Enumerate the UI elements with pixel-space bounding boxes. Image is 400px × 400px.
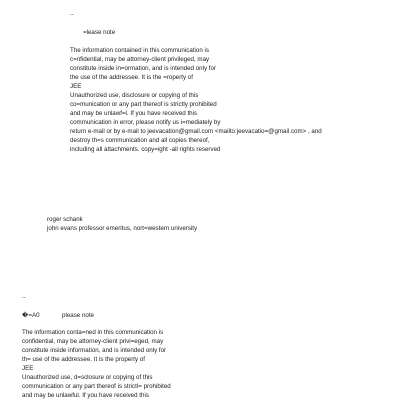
notice-line: th= use of the addressee. It is the property of <box>22 356 145 363</box>
signature-title: john evans professor emeritus, nort=western university <box>47 225 198 232</box>
notice-line: communication in error, please notify us i=mediately by <box>70 119 221 126</box>
notice-line: including all attachments. copy=ight -all rights reserved <box>70 146 221 153</box>
top-separator: -- <box>70 12 74 18</box>
notice-line: The information conta=ned in this communication is <box>22 329 164 336</box>
notice-heading-prefix: �=A0 <box>22 312 40 319</box>
notice-line: JEE <box>22 365 34 372</box>
bottom-separator: -- <box>22 295 26 301</box>
notice-line: The information contained in this communication is <box>70 47 209 54</box>
notice-line: and may be unlawful. If you have received this <box>22 392 149 399</box>
notice-line: JEE <box>70 83 82 90</box>
notice-line: Unauthorized use, d=sclosure or copying of this <box>22 374 153 381</box>
notice-line: destroy th=s communication and all copies thereof, <box>70 137 210 144</box>
notice-line: c=nfidential, may be attorney-client privileged, may <box>70 56 210 63</box>
notice-heading: =lease note <box>83 29 116 36</box>
notice-line: Unauthorized use, disclosure or copying of this <box>70 92 199 99</box>
notice-line: communication or any part thereof is strictl= prohibited <box>22 383 171 390</box>
signature-name: roger schank <box>47 216 83 223</box>
notice-heading: please note <box>62 312 94 319</box>
notice-line: constitute inside information, and is intended only for <box>22 347 167 354</box>
notice-line: the use of the addressee. It is the =roperty of <box>70 74 193 81</box>
notice-line: co=munication or any part thereof is strictly prohibited <box>70 101 217 108</box>
notice-line: and may be unlawf=l. If you have received this <box>70 110 198 117</box>
notice-line: constitute inside in=ormation, and is intended only for <box>70 65 217 72</box>
notice-line: return e-mail or by e-mail to jeevacation@gmail.com <mailto:jeevacatio=@gmail.com> , and <box>70 128 322 135</box>
notice-line: confidential, may be attorney-client privi=eged, may <box>22 338 164 345</box>
